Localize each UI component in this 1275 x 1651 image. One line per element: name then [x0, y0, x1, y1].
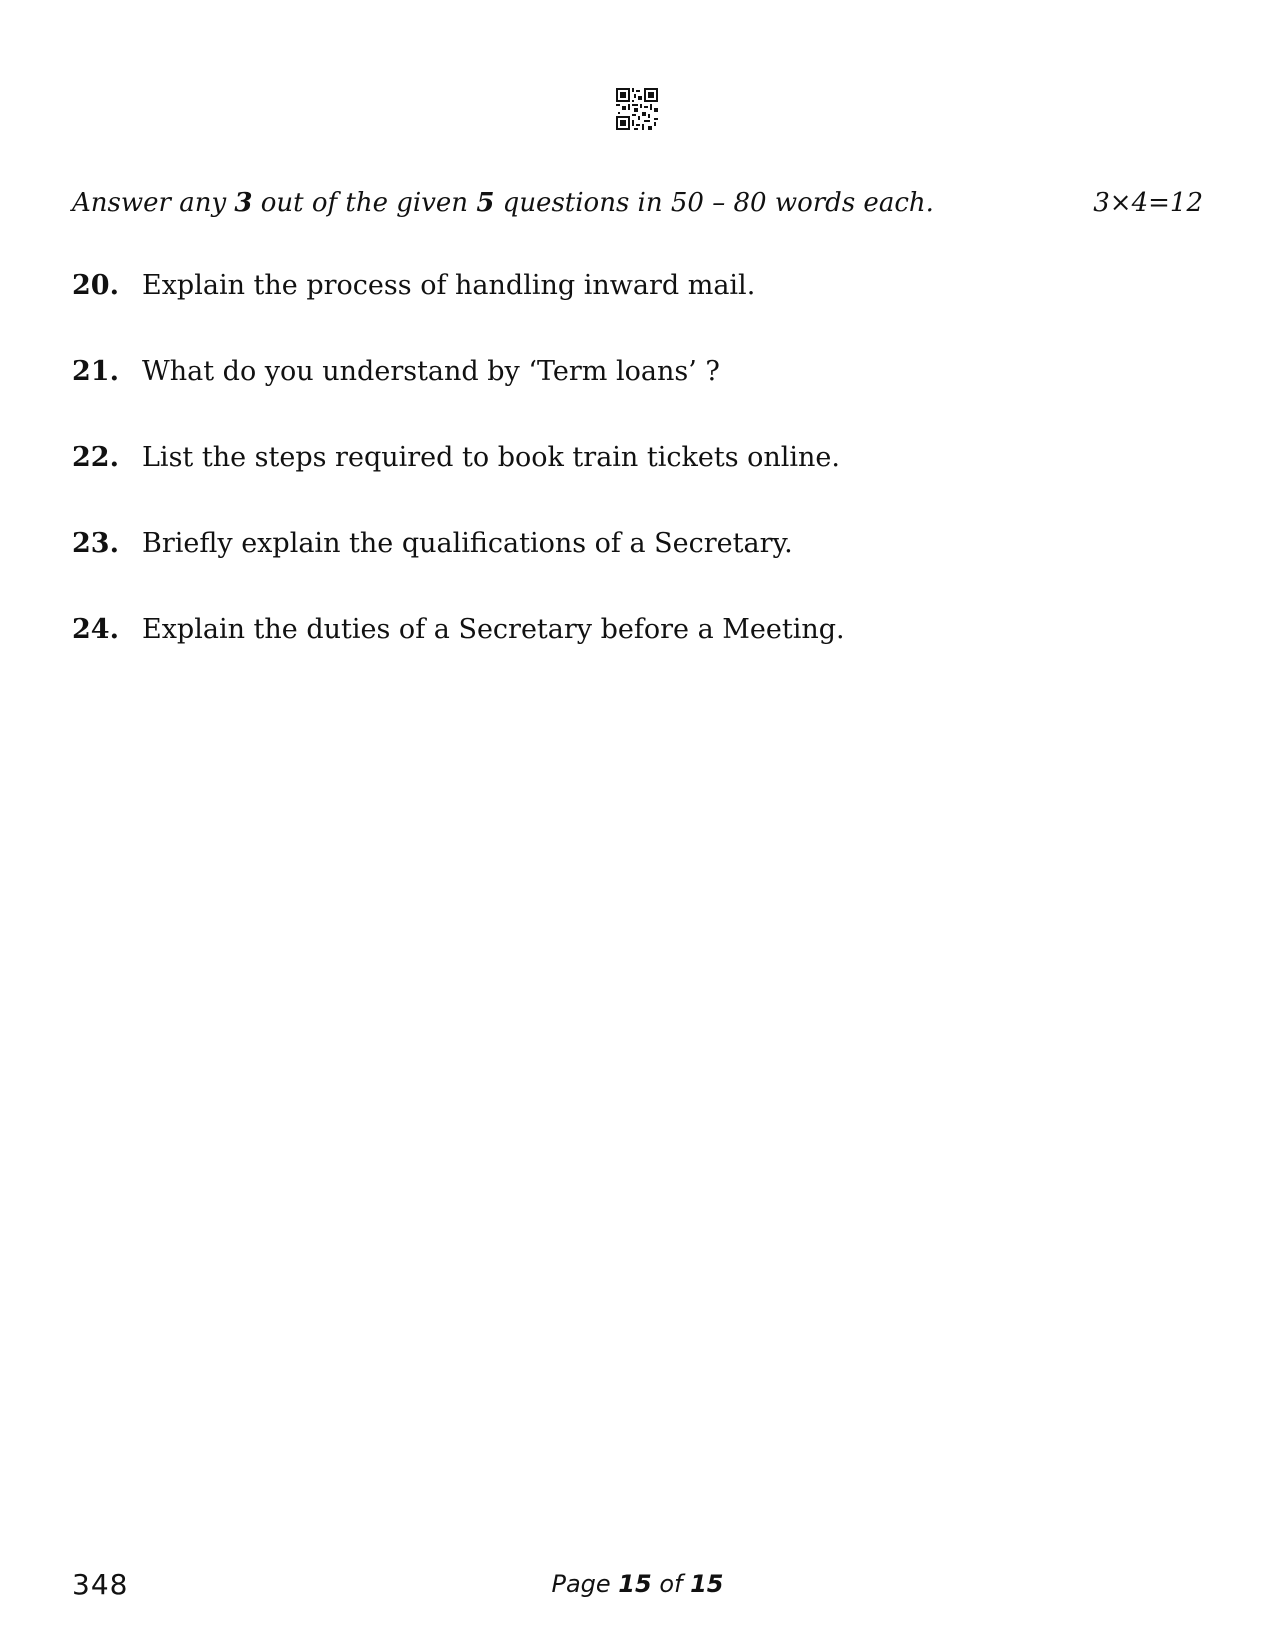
section-instruction — [72, 188, 1203, 224]
question-text: List the steps required to book train tickets online. — [142, 442, 840, 473]
question-item — [72, 614, 1202, 700]
question-item — [72, 528, 1202, 614]
question-list — [72, 270, 1202, 700]
of-word: of — [651, 1570, 691, 1598]
question-number: 23. — [72, 528, 119, 559]
question-text: Briefly explain the qualifications of a Secretary. — [142, 528, 793, 559]
page-number — [0, 1570, 1275, 1598]
question-number: 21. — [72, 356, 119, 387]
qr-code-icon — [616, 88, 658, 130]
question-item — [72, 270, 1202, 356]
instruction-count-total: 5 — [476, 188, 495, 218]
marks-allocation: 3×4=12 — [1093, 188, 1203, 218]
question-number: 24. — [72, 614, 119, 645]
question-item — [72, 356, 1202, 442]
question-item — [72, 442, 1202, 528]
paper-code: 348 — [72, 1568, 129, 1601]
instruction-part2: out of the given — [252, 188, 477, 218]
instruction-part3: questions in 50 – 80 words each. — [494, 188, 934, 218]
question-text: What do you understand by ‘Term loans’ ? — [142, 356, 720, 387]
question-number: 20. — [72, 270, 119, 301]
question-number: 22. — [72, 442, 119, 473]
question-text: Explain the process of handling inward mail. — [142, 270, 756, 301]
instruction-count-answer: 3 — [234, 188, 253, 218]
page-word: Page — [551, 1570, 619, 1598]
instruction-part1: Answer any — [72, 188, 235, 218]
page-current: 15 — [618, 1570, 652, 1598]
instruction-text — [72, 188, 934, 218]
page-total: 15 — [690, 1570, 724, 1598]
question-text: Explain the duties of a Secretary before a Meeting. — [142, 614, 845, 645]
